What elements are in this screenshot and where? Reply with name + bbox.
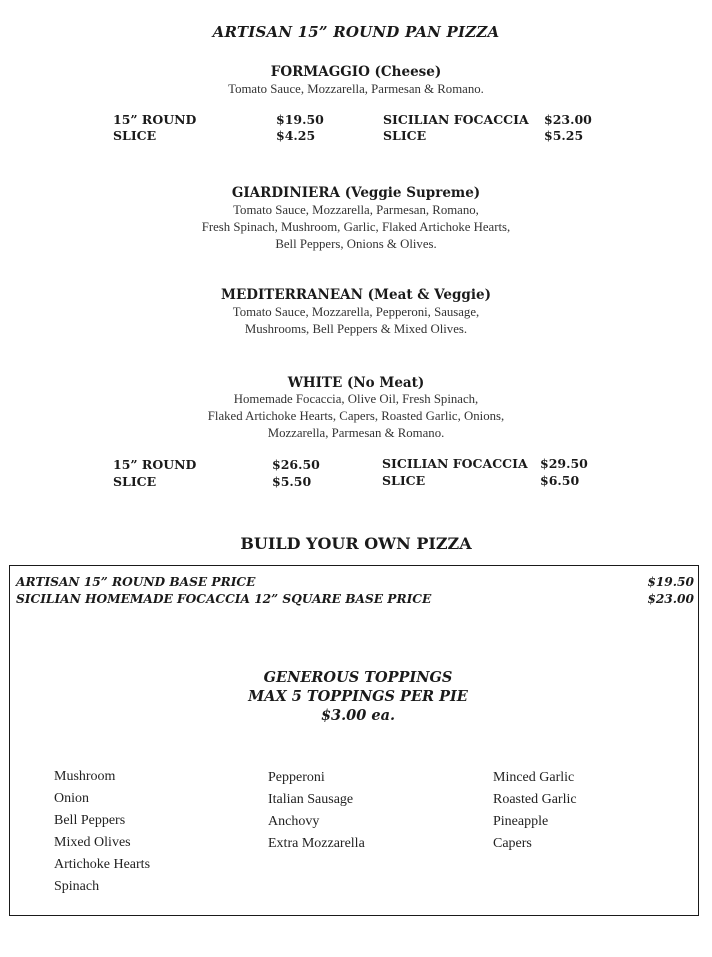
toppings-column-3 [493, 767, 577, 855]
topping-item: Mixed Olives [54, 835, 131, 850]
topping-item: Minced Garlic [493, 770, 575, 785]
white-sicilian-slice-label: SLICE [382, 473, 426, 488]
topping-item: Anchovy [268, 814, 320, 829]
description-line: Flaked Artichoke Hearts, Capers, Roasted Garlic, Onions, [207, 409, 505, 423]
formaggio-sicilian-slice-price: $5.25 [544, 128, 584, 143]
topping-item: Mushroom [54, 769, 116, 784]
formaggio-sicilian-slice-label: SLICE [383, 128, 427, 143]
topping-item: Pineapple [493, 814, 549, 829]
base-price-label: ARTISAN 15” ROUND BASE PRICE [16, 575, 256, 589]
white-round-label: 15” ROUND [113, 457, 197, 472]
description-line: Bell Peppers, Onions & Olives. [275, 237, 437, 251]
formaggio-round-price: $19.50 [276, 112, 324, 127]
formaggio-description [0, 81, 712, 98]
white-sicilian-price: $29.50 [540, 456, 588, 471]
white-round-price: $26.50 [272, 457, 320, 472]
base-price-value: $19.50 [647, 575, 694, 589]
page-title: ARTISAN 15” ROUND PAN PIZZA [212, 23, 500, 41]
formaggio-sicilian-label: SICILIAN FOCACCIA [383, 112, 529, 127]
mediterranean-title: MEDITERRANEAN (Meat & Veggie) [221, 287, 491, 303]
build-your-own-title: BUILD YOUR OWN PIZZA [240, 534, 472, 553]
description-line: Tomato Sauce, Mozzarella, Pepperoni, Sausage, [232, 305, 480, 319]
build-your-own-box [9, 565, 699, 916]
topping-item: Italian Sausage [268, 792, 354, 807]
white-description [0, 391, 712, 442]
topping-item: Extra Mozzarella [268, 836, 365, 851]
topping-item: Bell Peppers [54, 813, 126, 828]
formaggio-title: FORMAGGIO (Cheese) [270, 64, 442, 80]
white-slice-label: SLICE [113, 474, 157, 489]
description-line: Mozzarella, Parmesan & Romano. [267, 426, 445, 440]
topping-item: Capers [493, 836, 532, 851]
white-sicilian-label: SICILIAN FOCACCIA [382, 456, 528, 471]
base-price-value: $23.00 [647, 592, 694, 606]
formaggio-slice-label: SLICE [113, 128, 157, 143]
topping-item: Artichoke Hearts [54, 857, 151, 872]
description-line: Mushrooms, Bell Peppers & Mixed Olives. [244, 322, 468, 336]
mediterranean-description [0, 304, 712, 338]
topping-item: Spinach [54, 879, 100, 894]
topping-item: Pepperoni [268, 770, 325, 785]
white-sicilian-slice-price: $6.50 [540, 473, 580, 488]
toppings-heading-line: GENEROUS TOPPINGS [263, 669, 453, 686]
formaggio-sicilian-price: $23.00 [544, 112, 592, 127]
toppings-column-1 [54, 766, 150, 898]
topping-item: Roasted Garlic [493, 792, 577, 807]
topping-item: Onion [54, 791, 89, 806]
description-line: Tomato Sauce, Mozzarella, Parmesan, Romano, [233, 203, 479, 217]
toppings-price: $3.00 ea. [320, 707, 396, 724]
toppings-column-2 [268, 767, 365, 855]
description-line: Fresh Spinach, Mushroom, Garlic, Flaked Artichoke Hearts, [201, 220, 511, 234]
description-line: Tomato Sauce, Mozzarella, Parmesan & Romano. [228, 82, 484, 96]
description-line: Homemade Focaccia, Olive Oil, Fresh Spinach, [233, 392, 479, 406]
formaggio-slice-price: $4.25 [276, 128, 316, 143]
giardiniera-description [0, 202, 712, 253]
white-title: WHITE (No Meat) [287, 375, 425, 391]
base-price-label: SICILIAN HOMEMADE FOCACCIA 12” SQUARE BASE PRICE [16, 592, 432, 606]
formaggio-round-label: 15” ROUND [113, 112, 197, 127]
giardiniera-title: GIARDINIERA (Veggie Supreme) [231, 185, 481, 201]
toppings-heading-line: MAX 5 TOPPINGS PER PIE [248, 688, 468, 705]
toppings-heading [10, 668, 706, 725]
white-slice-price: $5.50 [272, 474, 312, 489]
